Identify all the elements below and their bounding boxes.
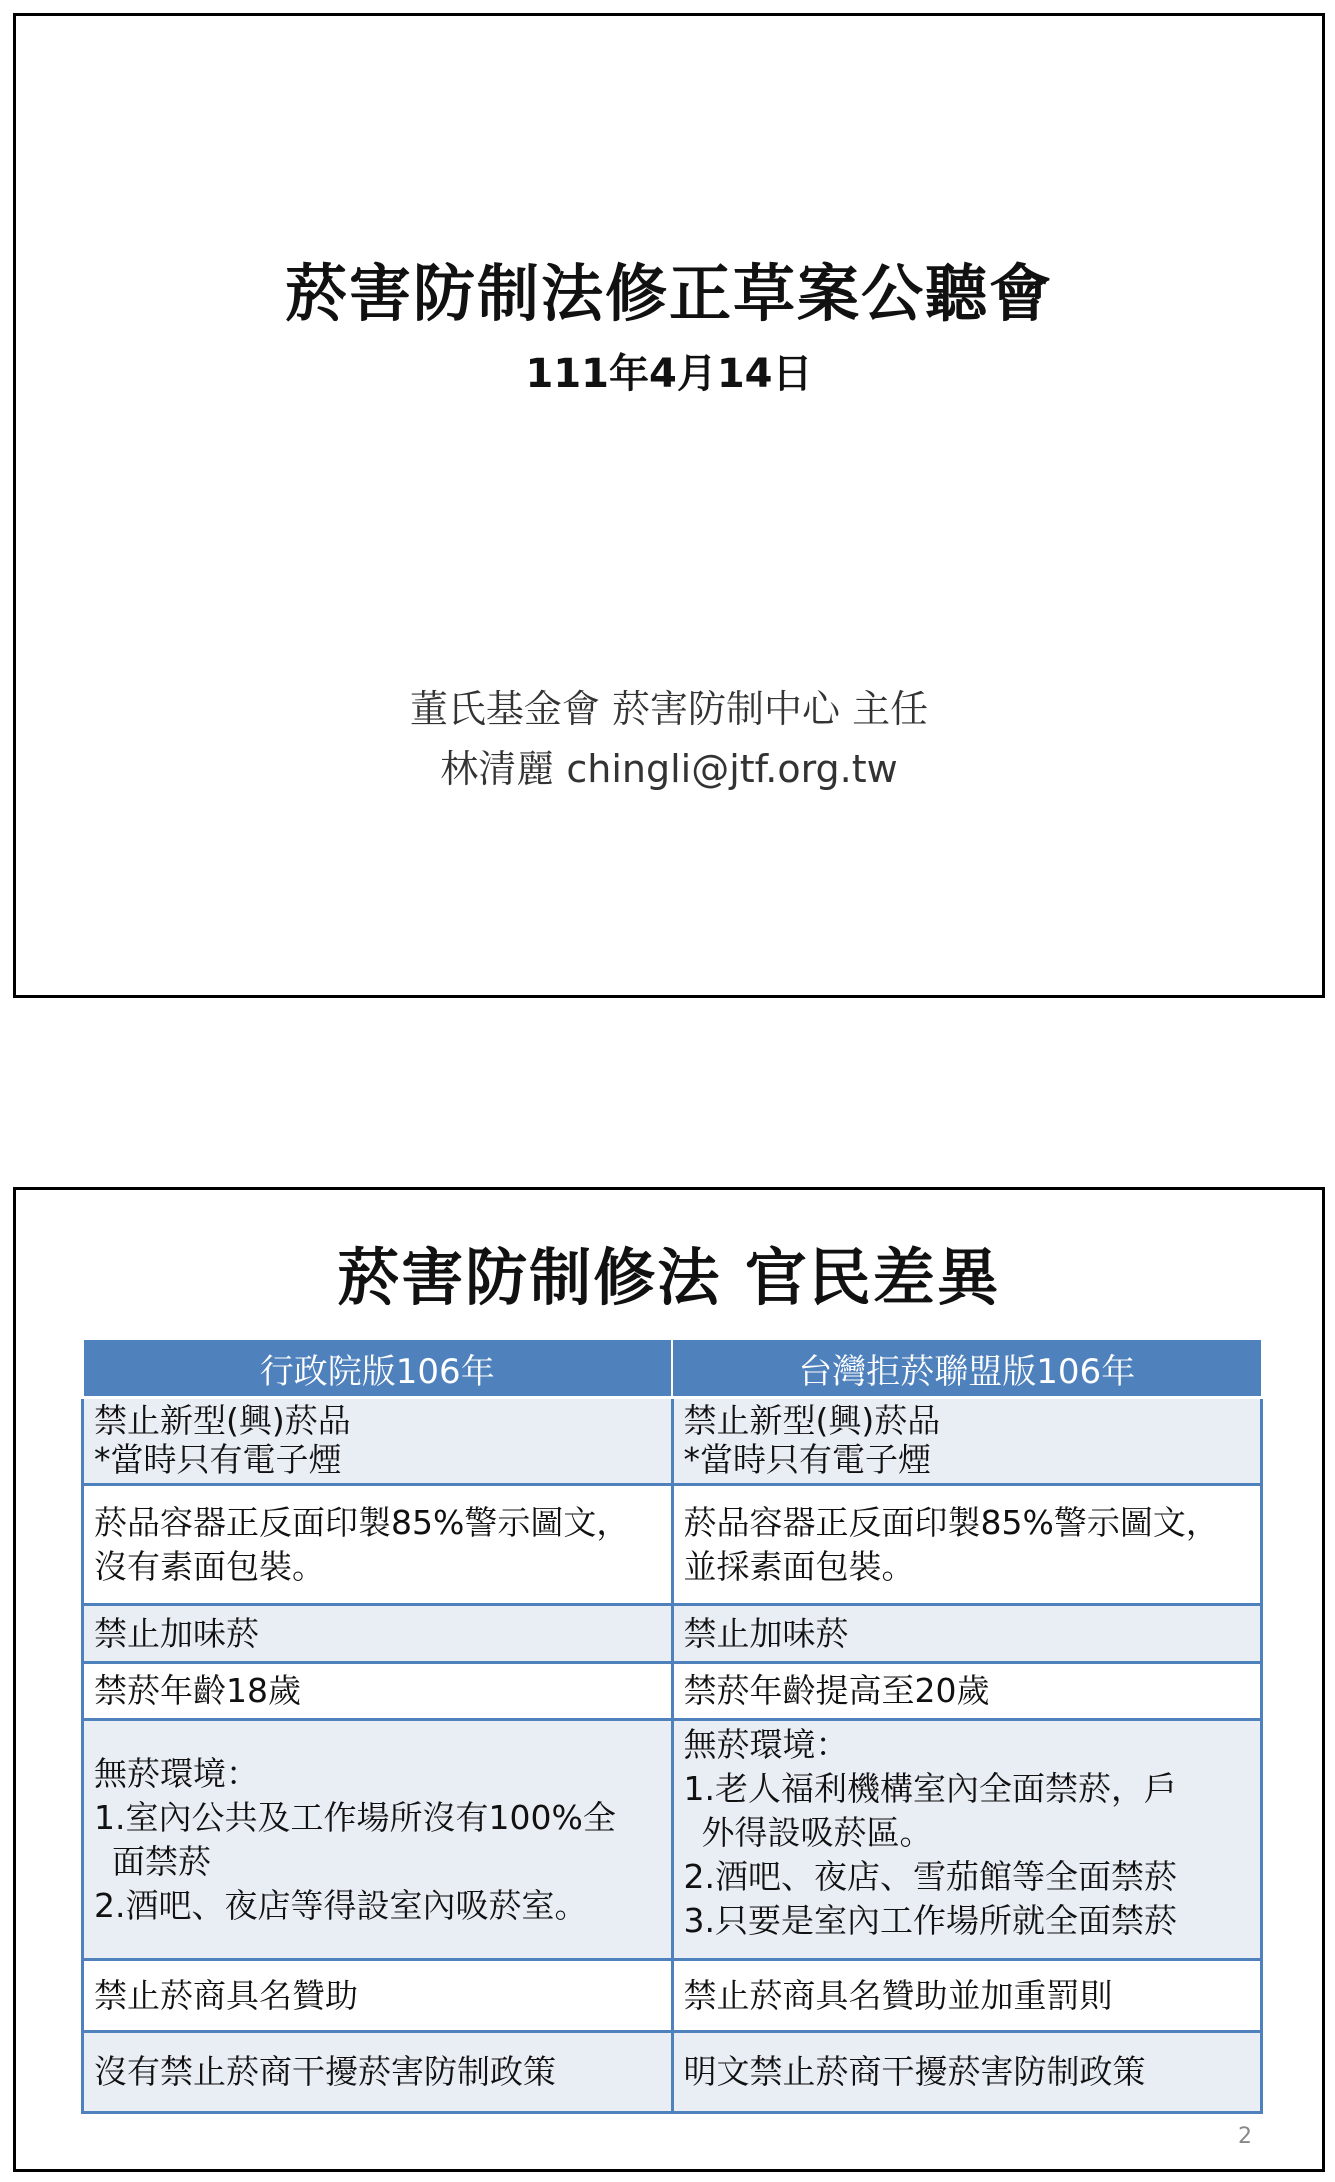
table-cell (83, 1398, 673, 1485)
cell-line: 禁止新型(興)菸品 (94, 1401, 351, 1440)
table-cell (83, 1959, 673, 2032)
cell-line: 明文禁止菸商干擾菸害防制政策 (683, 2052, 1146, 2092)
slide-title: 菸害防制修法 官民差異 (337, 1241, 1001, 1314)
cell-line: 菸品容器正反面印製85%警示圖文， (683, 1502, 1219, 1542)
cell-line: 禁止新型(興)菸品 (683, 1401, 941, 1440)
cell-line: 3.只要是室內工作場所就全面禁菸 (683, 1901, 1177, 1941)
table-cell (672, 1605, 1262, 1662)
comparison-table (81, 1338, 1263, 2114)
cell-line: 沒有禁止菸商干擾菸害防制政策 (94, 2052, 556, 2092)
cell-line: *當時只有電子煙 (94, 1440, 342, 1479)
table-cell (672, 1398, 1262, 1485)
cell-line: 面禁菸 (112, 1841, 211, 1881)
cell-line: 禁菸年齡18歲 (94, 1671, 301, 1711)
table-cell (83, 2032, 673, 2113)
table-cell (672, 2032, 1262, 2113)
cell-line: 菸品容器正反面印製85%警示圖文， (94, 1502, 630, 1542)
column-header-executive: 行政院版106年 (83, 1339, 673, 1398)
cell-line: 禁止菸商具名贊助 (94, 1975, 358, 2015)
cell-line: 2.酒吧、夜店等得設室內吸菸室。 (94, 1885, 588, 1925)
presenter-contact: 林清麗 chingli@jtf.org.tw (440, 747, 898, 791)
table-cell (672, 1720, 1262, 1960)
comparison-slide (13, 1187, 1325, 2172)
table-row (83, 1662, 1262, 1719)
table-cell (83, 1720, 673, 1960)
slide-date: 111年4月14日 (525, 351, 813, 397)
cell-line: 1.老人福利機構室內全面禁菸，戶 (683, 1769, 1177, 1809)
column-header-alliance: 台灣拒菸聯盟版106年 (672, 1339, 1262, 1398)
presenter-organization: 董氏基金會 菸害防制中心 主任 (409, 687, 929, 731)
table-cell (83, 1662, 673, 1719)
table-cell (672, 1662, 1262, 1719)
slide-title: 菸害防制法修正草案公聽會 (284, 257, 1053, 330)
table-cell (672, 1484, 1262, 1605)
cell-line: 沒有素面包裝。 (94, 1546, 325, 1586)
table-row (83, 1959, 1262, 2032)
cell-line: 外得設吸菸區。 (701, 1813, 933, 1853)
cell-line: 1.室內公共及工作場所沒有100%全 (94, 1797, 616, 1837)
table-cell (83, 1484, 673, 1605)
cell-line: 無菸環境： (683, 1725, 849, 1765)
cell-line: 禁止加味菸 (683, 1613, 849, 1653)
cell-line: 禁菸年齡提高至20歲 (683, 1671, 990, 1711)
cell-line: 禁止菸商具名贊助並加重罰則 (683, 1975, 1113, 2015)
table-cell (83, 1605, 673, 1662)
table-row (83, 2032, 1262, 2113)
table-row (83, 1720, 1262, 1960)
cell-line: 並採素面包裝。 (683, 1546, 915, 1586)
table-row (83, 1605, 1262, 1662)
table-cell (672, 1959, 1262, 2032)
page-number: 2 (1238, 2124, 1252, 2149)
cell-line: *當時只有電子煙 (683, 1440, 931, 1479)
table-header-row (83, 1339, 1262, 1398)
cell-line: 禁止加味菸 (94, 1613, 259, 1653)
cell-line: 無菸環境： (94, 1753, 259, 1793)
table-row (83, 1398, 1262, 1485)
title-slide (13, 13, 1325, 998)
cell-line: 2.酒吧、夜店、雪茄館等全面禁菸 (683, 1857, 1177, 1897)
table-row (83, 1484, 1262, 1605)
